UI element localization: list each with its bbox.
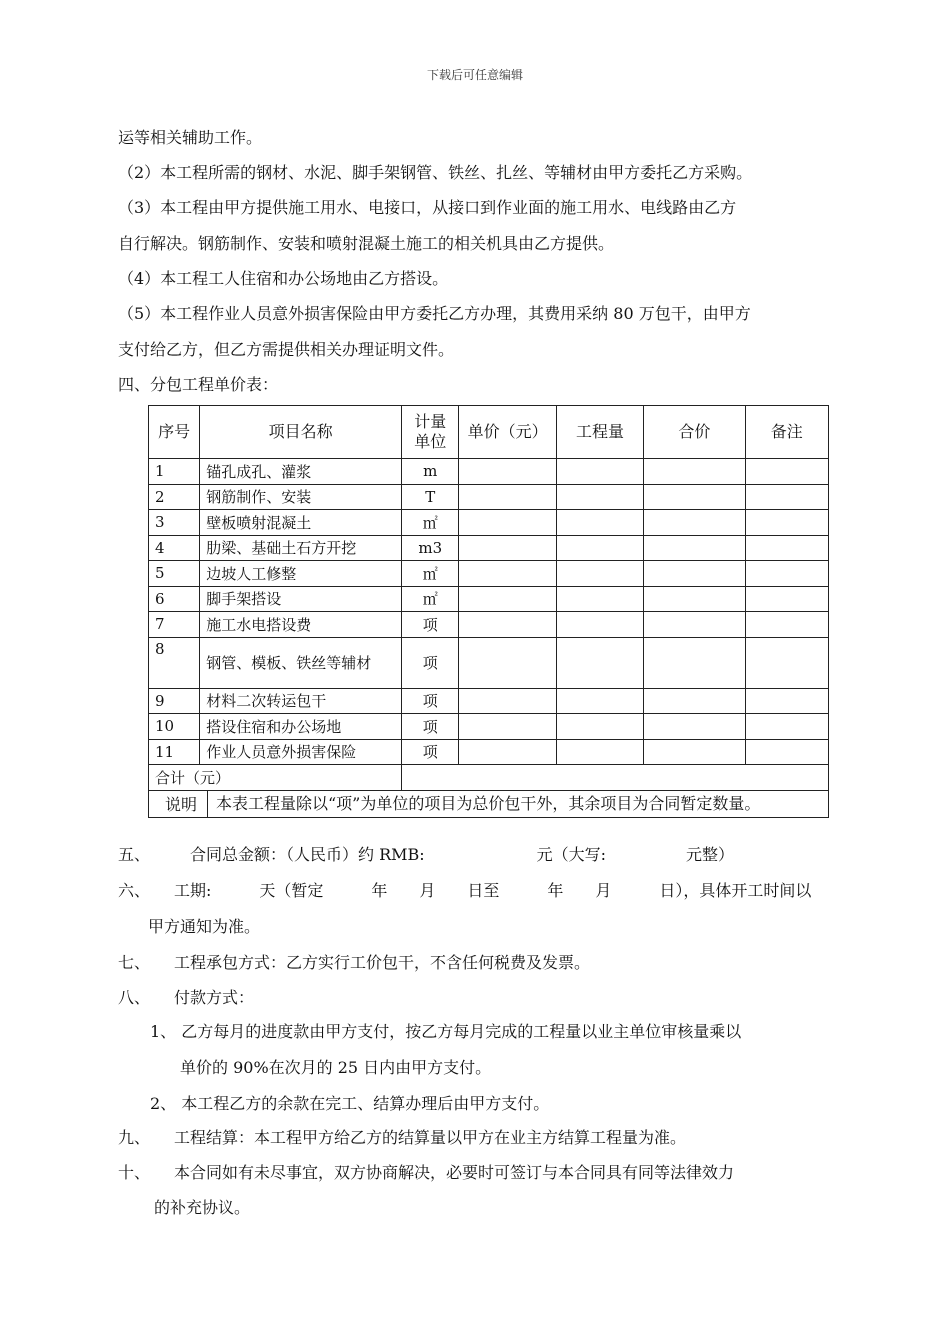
cell-qty: [556, 714, 643, 740]
cell-no: 10: [149, 714, 200, 740]
table-row: [149, 459, 829, 485]
cell-note: [745, 535, 828, 561]
cell-unit: 项: [402, 688, 459, 714]
cell-note: [745, 586, 828, 612]
cell-name: 边坡人工修整: [200, 561, 402, 587]
section-8-item-1-cont: 单价的 90%在次月的 25 日内由甲方支付。: [180, 1058, 492, 1077]
header-name: 项目名称: [200, 406, 402, 459]
cell-qty: [556, 637, 643, 688]
header-unit: 计量单位: [402, 406, 459, 459]
cell-unit: 项: [402, 739, 459, 765]
cell-qty: [556, 688, 643, 714]
cell-price: [459, 612, 556, 638]
cell-price: [459, 714, 556, 740]
section-9: 九、 工程结算：本工程甲方给乙方的结算量以甲方在业主方结算工程量为准。: [118, 1128, 687, 1147]
section-6-cont: 甲方通知为准。: [148, 917, 261, 936]
section-10-cont: 的补充协议。: [154, 1198, 251, 1217]
cell-no: 9: [149, 688, 200, 714]
cell-total: [644, 739, 745, 765]
cell-qty: [556, 739, 643, 765]
cell-name: 材料二次转运包干: [200, 688, 402, 714]
cell-unit: m3: [402, 535, 459, 561]
cell-total: [644, 459, 745, 485]
cell-name: 锚孔成孔、灌浆: [200, 459, 402, 485]
header-note: 备注: [745, 406, 828, 459]
cell-qty: [556, 561, 643, 587]
table-row: [149, 612, 829, 638]
note-cell: [149, 790, 829, 817]
cell-no: 1: [149, 459, 200, 485]
table-row: [149, 714, 829, 740]
cell-price: [459, 637, 556, 688]
table-row: [149, 561, 829, 587]
cell-no: 11: [149, 739, 200, 765]
table-sum-row: [149, 765, 829, 791]
table-row: [149, 510, 829, 536]
cell-note: [745, 510, 828, 536]
cell-note: [745, 637, 828, 688]
cell-total: [644, 612, 745, 638]
cell-no: 7: [149, 612, 200, 638]
note-label: 说明: [155, 791, 208, 817]
cell-qty: [556, 535, 643, 561]
section-title: 四、分包工程单价表：: [118, 375, 279, 394]
cell-no: 3: [149, 510, 200, 536]
sum-value: [402, 765, 829, 791]
note-text: 本表工程量除以“项”为单位的项目为总价包干外，其余项目为合同暂定数量。: [216, 793, 761, 813]
header-qty: 工程量: [556, 406, 643, 459]
cell-name: 施工水电搭设费: [200, 612, 402, 638]
cell-name: 钢筋制作、安装: [200, 484, 402, 510]
cell-price: [459, 561, 556, 587]
text-line: 支付给乙方，但乙方需提供相关办理证明文件。: [118, 340, 455, 359]
header-no: 序号: [149, 406, 200, 459]
cell-note: [745, 688, 828, 714]
cell-unit: T: [402, 484, 459, 510]
cell-qty: [556, 586, 643, 612]
cell-unit: 项: [402, 612, 459, 638]
cell-no: 2: [149, 484, 200, 510]
cell-note: [745, 612, 828, 638]
cell-unit: 项: [402, 714, 459, 740]
section-6: 六、 工期: 天（暂定 年 月 日至 年 月 日），具体开工时间以: [118, 881, 812, 900]
table-row: [149, 637, 829, 688]
cell-price: [459, 459, 556, 485]
cell-name: 脚手架搭设: [200, 586, 402, 612]
sum-label: 合计（元）: [149, 765, 402, 791]
cell-note: [745, 484, 828, 510]
cell-name: 钢管、模板、铁丝等辅材: [200, 637, 402, 688]
cell-no: 4: [149, 535, 200, 561]
table-row: [149, 739, 829, 765]
cell-note: [745, 561, 828, 587]
cell-total: [644, 637, 745, 688]
text-line: 运等相关辅助工作。: [118, 128, 263, 147]
cell-note: [745, 714, 828, 740]
cell-total: [644, 688, 745, 714]
header-price: 单价（元）: [459, 406, 556, 459]
table-note-row: [149, 790, 829, 817]
cell-unit: 项: [402, 637, 459, 688]
cell-price: [459, 484, 556, 510]
page-header: 下载后可任意编辑: [426, 68, 523, 82]
text-line: （3）本工程由甲方提供施工用水、电接口，从接口到作业面的施工用水、电线路由乙方: [118, 198, 737, 217]
cell-name: 作业人员意外损害保险: [200, 739, 402, 765]
cell-total: [644, 714, 745, 740]
cell-price: [459, 739, 556, 765]
header-total: 合价: [644, 406, 745, 459]
cell-total: [644, 510, 745, 536]
cell-price: [459, 510, 556, 536]
cell-no: 5: [149, 561, 200, 587]
unit-price-table: [148, 405, 829, 818]
cell-qty: [556, 484, 643, 510]
text-line: （5）本工程作业人员意外损害保险由甲方委托乙方办理，其费用采纳 80 万包干，由甲方: [118, 304, 751, 323]
cell-unit: ㎡: [402, 561, 459, 587]
cell-unit: ㎡: [402, 586, 459, 612]
section-7: 七、 工程承包方式：乙方实行工价包干，不含任何税费及发票。: [118, 953, 591, 972]
cell-no: 8: [149, 637, 200, 688]
cell-note: [745, 739, 828, 765]
table-row: [149, 484, 829, 510]
table-row: [149, 688, 829, 714]
cell-price: [459, 688, 556, 714]
table-row: [149, 586, 829, 612]
section-10: 十、 本合同如有未尽事宜，双方协商解决，必要时可签订与本合同具有同等法律效力: [118, 1163, 735, 1182]
section-5: 五、 合同总金额：（人民币）约 RMB: 元（大写: 元整）: [118, 845, 735, 864]
section-8: 八、 付款方式：: [118, 988, 255, 1007]
cell-price: [459, 586, 556, 612]
cell-name: 壁板喷射混凝土: [200, 510, 402, 536]
section-8-item-2: 2、 本工程乙方的余款在完工、结算办理后由甲方支付。: [150, 1094, 550, 1113]
text-line: （2）本工程所需的钢材、水泥、脚手架钢管、铁丝、扎丝、等辅材由甲方委托乙方采购。: [118, 163, 753, 182]
text-line: （4）本工程工人住宿和办公场地由乙方搭设。: [118, 269, 449, 288]
text-line: 自行解决。钢筋制作、安装和喷射混凝土施工的相关机具由乙方提供。: [118, 234, 615, 253]
cell-unit: ㎡: [402, 510, 459, 536]
table-header-row: [149, 406, 829, 459]
cell-total: [644, 586, 745, 612]
cell-name: 肋梁、基础土石方开挖: [200, 535, 402, 561]
cell-name: 搭设住宿和办公场地: [200, 714, 402, 740]
cell-qty: [556, 510, 643, 536]
cell-total: [644, 484, 745, 510]
cell-qty: [556, 459, 643, 485]
cell-note: [745, 459, 828, 485]
table-row: [149, 535, 829, 561]
section-8-item-1: 1、 乙方每月的进度款由甲方支付，按乙方每月完成的工程量以业主单位审核量乘以: [150, 1022, 742, 1041]
cell-qty: [556, 612, 643, 638]
cell-total: [644, 561, 745, 587]
cell-price: [459, 535, 556, 561]
cell-no: 6: [149, 586, 200, 612]
cell-unit: m: [402, 459, 459, 485]
cell-total: [644, 535, 745, 561]
